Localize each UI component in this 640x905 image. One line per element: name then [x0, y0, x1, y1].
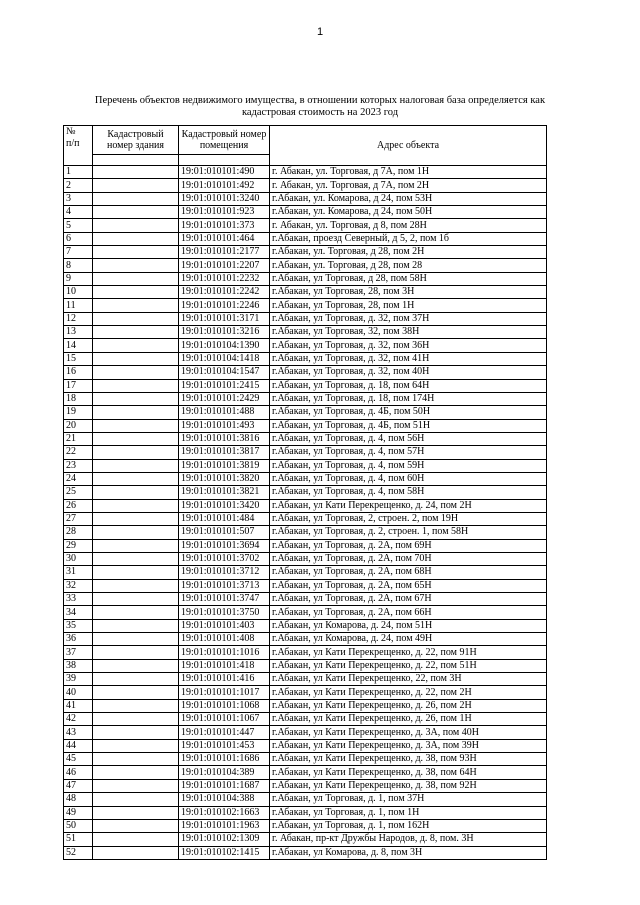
table-row	[64, 579, 547, 592]
building-cadastral-number	[93, 726, 179, 739]
object-address: г.Абакан, проезд Северный, д 5, 2, пом 1б	[270, 232, 547, 245]
row-number: 24	[64, 472, 93, 485]
premises-cadastral-number: 19:01:010101:3240	[179, 192, 270, 205]
table-row	[64, 219, 547, 232]
building-cadastral-number	[93, 379, 179, 392]
object-address: г.Абакан, ул Кати Перекрещенко, д. 22, пом 51Н	[270, 659, 547, 672]
document-title	[60, 95, 580, 119]
row-number: 8	[64, 259, 93, 272]
premises-cadastral-number: 19:01:010101:3750	[179, 606, 270, 619]
building-cadastral-number	[93, 246, 179, 259]
object-address: г.Абакан, ул Торговая, д. 2, строен. 1, пом 58Н	[270, 526, 547, 539]
table-row	[64, 272, 547, 285]
row-number: 6	[64, 232, 93, 245]
table-row	[64, 713, 547, 726]
premises-cadastral-number: 19:01:010101:418	[179, 659, 270, 672]
object-address: г.Абакан, ул Торговая, д. 1, пом 162Н	[270, 819, 547, 832]
premises-cadastral-number: 19:01:010101:3816	[179, 432, 270, 445]
object-address: г.Абакан, ул Торговая, д. 4Б, пом 50Н	[270, 406, 547, 419]
row-number: 23	[64, 459, 93, 472]
premises-cadastral-number: 19:01:010101:403	[179, 619, 270, 632]
premises-cadastral-number: 19:01:010101:1687	[179, 779, 270, 792]
table-row	[64, 192, 547, 205]
row-number: 39	[64, 673, 93, 686]
table-row	[64, 753, 547, 766]
object-address: г.Абакан, ул Торговая, д. 18, пом 64Н	[270, 379, 547, 392]
premises-cadastral-number: 19:01:010101:2232	[179, 272, 270, 285]
table-row	[64, 606, 547, 619]
row-number: 2	[64, 179, 93, 192]
premises-cadastral-number: 19:01:010101:1067	[179, 713, 270, 726]
premises-cadastral-number: 19:01:010101:373	[179, 219, 270, 232]
row-number: 51	[64, 833, 93, 846]
premises-cadastral-number: 19:01:010101:3702	[179, 552, 270, 565]
building-cadastral-number	[93, 312, 179, 325]
table-row	[64, 673, 547, 686]
premises-cadastral-number: 19:01:010101:2246	[179, 299, 270, 312]
table-row	[64, 419, 547, 432]
object-address: г.Абакан, ул Кати Перекрещенко, д. 22, пом 2Н	[270, 686, 547, 699]
premises-cadastral-number: 19:01:010101:3216	[179, 326, 270, 339]
building-cadastral-number	[93, 419, 179, 432]
row-number: 35	[64, 619, 93, 632]
premises-cadastral-number: 19:01:010102:1415	[179, 846, 270, 859]
building-cadastral-number	[93, 406, 179, 419]
row-number: 28	[64, 526, 93, 539]
object-address: г.Абакан, ул Торговая, д. 1, пом 1Н	[270, 806, 547, 819]
row-number: 22	[64, 446, 93, 459]
row-number: 25	[64, 486, 93, 499]
building-cadastral-number	[93, 593, 179, 606]
table-row	[64, 459, 547, 472]
table-row	[64, 312, 547, 325]
table-header	[64, 126, 547, 166]
header-spacer	[179, 155, 270, 166]
building-cadastral-number	[93, 699, 179, 712]
premises-cadastral-number: 19:01:010101:507	[179, 526, 270, 539]
row-number: 9	[64, 272, 93, 285]
object-address: г.Абакан, ул Торговая, д. 1, пом 37Н	[270, 793, 547, 806]
table-row	[64, 819, 547, 832]
object-address: г. Абакан, ул. Торговая, д 7А, пом 2Н	[270, 179, 547, 192]
table-row	[64, 686, 547, 699]
table-row	[64, 179, 547, 192]
object-address: г.Абакан, ул Кати Перекрещенко, д. 24, пом 2Н	[270, 499, 547, 512]
object-address: г.Абакан, ул Торговая, д. 4, пом 58Н	[270, 486, 547, 499]
row-number: 18	[64, 392, 93, 405]
building-cadastral-number	[93, 793, 179, 806]
object-address: г.Абакан, ул Торговая, д. 32, пом 36Н	[270, 339, 547, 352]
premises-cadastral-number: 19:01:010101:2177	[179, 246, 270, 259]
row-number: 16	[64, 366, 93, 379]
premises-cadastral-number: 19:01:010101:493	[179, 419, 270, 432]
premises-cadastral-number: 19:01:010102:1663	[179, 806, 270, 819]
row-number: 33	[64, 593, 93, 606]
premises-cadastral-number: 19:01:010101:3713	[179, 579, 270, 592]
object-address: г.Абакан, ул Торговая, д. 4, пом 59Н	[270, 459, 547, 472]
premises-cadastral-number: 19:01:010101:3820	[179, 472, 270, 485]
building-cadastral-number	[93, 486, 179, 499]
object-address: г.Абакан, ул Торговая, д. 2А, пом 70Н	[270, 552, 547, 565]
row-number: 43	[64, 726, 93, 739]
table-row	[64, 499, 547, 512]
building-cadastral-number	[93, 432, 179, 445]
document-title-line-2: кадастровая стоимость на 2023 год	[241, 107, 399, 118]
object-address: г.Абакан, ул Кати Перекрещенко, д. 22, пом 91Н	[270, 646, 547, 659]
building-cadastral-number	[93, 646, 179, 659]
premises-cadastral-number: 19:01:010104:388	[179, 793, 270, 806]
table-row	[64, 659, 547, 672]
building-cadastral-number	[93, 166, 179, 179]
premises-cadastral-number: 19:01:010101:2429	[179, 392, 270, 405]
header-spacer	[93, 155, 179, 166]
object-address: г.Абакан, ул Кати Перекрещенко, д. 38, пом 92Н	[270, 779, 547, 792]
table-row	[64, 432, 547, 445]
row-number: 48	[64, 793, 93, 806]
row-number: 38	[64, 659, 93, 672]
object-address: г.Абакан, ул Торговая, 28, пом 3Н	[270, 286, 547, 299]
table-row	[64, 472, 547, 485]
table-row	[64, 646, 547, 659]
row-number: 13	[64, 326, 93, 339]
object-address: г. Абакан, пр-кт Дружбы Народов, д. 8, пом. 3Н	[270, 833, 547, 846]
premises-cadastral-number: 19:01:010101:1016	[179, 646, 270, 659]
row-number: 14	[64, 339, 93, 352]
building-cadastral-number	[93, 526, 179, 539]
premises-cadastral-number: 19:01:010101:2207	[179, 259, 270, 272]
object-address: г.Абакан, ул Торговая, 32, пом 38Н	[270, 326, 547, 339]
table-row	[64, 552, 547, 565]
object-address: г. Абакан, ул. Торговая, д 7А, пом 1Н	[270, 166, 547, 179]
row-number: 40	[64, 686, 93, 699]
object-address: г.Абакан, ул Кати Перекрещенко, д. 3А, пом 39Н	[270, 739, 547, 752]
table-row	[64, 406, 547, 419]
object-address: г.Абакан, ул Торговая, д. 2А, пом 69Н	[270, 539, 547, 552]
building-cadastral-number	[93, 739, 179, 752]
premises-cadastral-number: 19:01:010101:453	[179, 739, 270, 752]
page-number: 1	[316, 26, 324, 38]
table-row	[64, 486, 547, 499]
table-row	[64, 619, 547, 632]
premises-cadastral-number: 19:01:010101:3747	[179, 593, 270, 606]
premises-cadastral-number: 19:01:010101:923	[179, 206, 270, 219]
object-address: г.Абакан, ул Торговая, д. 18, пом 174Н	[270, 392, 547, 405]
row-number: 19	[64, 406, 93, 419]
row-number: 1	[64, 166, 93, 179]
building-cadastral-number	[93, 606, 179, 619]
building-cadastral-number	[93, 659, 179, 672]
object-address: г.Абакан, ул Торговая, 2, строен. 2, пом 19Н	[270, 512, 547, 525]
building-cadastral-number	[93, 633, 179, 646]
row-number: 37	[64, 646, 93, 659]
object-address: г.Абакан, ул Торговая, д. 32, пом 37Н	[270, 312, 547, 325]
row-number: 32	[64, 579, 93, 592]
table-row	[64, 166, 547, 179]
object-address: г.Абакан, ул Торговая, д. 32, пом 41Н	[270, 352, 547, 365]
premises-cadastral-number: 19:01:010102:1309	[179, 833, 270, 846]
building-cadastral-number	[93, 366, 179, 379]
table-row	[64, 446, 547, 459]
premises-cadastral-number: 19:01:010101:3819	[179, 459, 270, 472]
table-row	[64, 206, 547, 219]
row-number: 45	[64, 753, 93, 766]
header-number-symbol: №	[66, 126, 76, 137]
row-number: 21	[64, 432, 93, 445]
premises-cadastral-number: 19:01:010101:484	[179, 512, 270, 525]
row-number: 42	[64, 713, 93, 726]
row-number: 41	[64, 699, 93, 712]
object-address: г.Абакан, ул Комарова, д. 24, пом 49Н	[270, 633, 547, 646]
premises-cadastral-number: 19:01:010101:1068	[179, 699, 270, 712]
building-cadastral-number	[93, 753, 179, 766]
object-address: г.Абакан, ул Торговая, д. 4Б, пом 51Н	[270, 419, 547, 432]
row-number: 34	[64, 606, 93, 619]
object-address: г.Абакан, ул Торговая, 28, пом 1Н	[270, 299, 547, 312]
building-cadastral-number	[93, 673, 179, 686]
object-address: г.Абакан, ул. Комарова, д 24, пом 50Н	[270, 206, 547, 219]
object-address: г. Абакан, ул. Торговая, д 8, пом 28Н	[270, 219, 547, 232]
object-address: г.Абакан, ул Комарова, д. 24, пом 51Н	[270, 619, 547, 632]
row-number: 20	[64, 419, 93, 432]
row-number: 15	[64, 352, 93, 365]
object-address: г.Абакан, ул Торговая, д. 4, пом 57Н	[270, 446, 547, 459]
building-cadastral-number	[93, 472, 179, 485]
premises-cadastral-number: 19:01:010101:3817	[179, 446, 270, 459]
table-row	[64, 766, 547, 779]
building-cadastral-number	[93, 686, 179, 699]
object-address: г.Абакан, ул Кати Перекрещенко, 22, пом 3Н	[270, 673, 547, 686]
building-cadastral-number	[93, 192, 179, 205]
table-row	[64, 539, 547, 552]
table-row	[64, 593, 547, 606]
premises-cadastral-number: 19:01:010101:488	[179, 406, 270, 419]
building-cadastral-number	[93, 259, 179, 272]
building-cadastral-number	[93, 446, 179, 459]
header-address: Адрес объекта	[270, 126, 547, 166]
table-row	[64, 326, 547, 339]
premises-cadastral-number: 19:01:010101:3420	[179, 499, 270, 512]
table-row	[64, 392, 547, 405]
building-cadastral-number	[93, 499, 179, 512]
building-cadastral-number	[93, 459, 179, 472]
object-address: г.Абакан, ул Кати Перекрещенко, д. 26, пом 1Н	[270, 713, 547, 726]
row-number: 47	[64, 779, 93, 792]
object-address: г.Абакан, ул Торговая, д. 2А, пом 67Н	[270, 593, 547, 606]
table-row	[64, 286, 547, 299]
property-table	[63, 125, 547, 860]
table-row	[64, 259, 547, 272]
premises-cadastral-number: 19:01:010101:3171	[179, 312, 270, 325]
object-address: г.Абакан, ул Кати Перекрещенко, д. 26, пом 2Н	[270, 699, 547, 712]
table-row	[64, 366, 547, 379]
building-cadastral-number	[93, 579, 179, 592]
table-row	[64, 299, 547, 312]
table-row	[64, 739, 547, 752]
table-row	[64, 846, 547, 859]
premises-cadastral-number: 19:01:010101:490	[179, 166, 270, 179]
row-number: 27	[64, 512, 93, 525]
row-number: 26	[64, 499, 93, 512]
row-number: 46	[64, 766, 93, 779]
premises-cadastral-number: 19:01:010101:2242	[179, 286, 270, 299]
row-number: 52	[64, 846, 93, 859]
premises-cadastral-number: 19:01:010101:3712	[179, 566, 270, 579]
building-cadastral-number	[93, 779, 179, 792]
building-cadastral-number	[93, 392, 179, 405]
document-title-line-1: Перечень объектов недвижимого имущества, в отношении которых налоговая база определяется как	[94, 95, 546, 106]
row-number: 4	[64, 206, 93, 219]
table-row	[64, 779, 547, 792]
building-cadastral-number	[93, 232, 179, 245]
premises-cadastral-number: 19:01:010101:408	[179, 633, 270, 646]
building-cadastral-number	[93, 766, 179, 779]
building-cadastral-number	[93, 512, 179, 525]
premises-cadastral-number: 19:01:010101:416	[179, 673, 270, 686]
object-address: г.Абакан, ул Торговая, д. 2А, пом 68Н	[270, 566, 547, 579]
building-cadastral-number	[93, 846, 179, 859]
building-cadastral-number	[93, 299, 179, 312]
table-row	[64, 806, 547, 819]
table-row	[64, 512, 547, 525]
table-body	[64, 166, 547, 860]
object-address: г.Абакан, ул Комарова, д. 8, пом 3Н	[270, 846, 547, 859]
building-cadastral-number	[93, 179, 179, 192]
object-address: г.Абакан, ул. Комарова, д 24, пом 53Н	[270, 192, 547, 205]
row-number: 44	[64, 739, 93, 752]
header-building-cadastral: Кадастровый номер здания	[93, 126, 179, 155]
table-row	[64, 339, 547, 352]
building-cadastral-number	[93, 713, 179, 726]
premises-cadastral-number: 19:01:010104:1547	[179, 366, 270, 379]
premises-cadastral-number: 19:01:010101:464	[179, 232, 270, 245]
building-cadastral-number	[93, 339, 179, 352]
row-number: 10	[64, 286, 93, 299]
header-number	[64, 126, 93, 166]
table-row	[64, 526, 547, 539]
object-address: г.Абакан, ул Кати Перекрещенко, д. 38, пом 64Н	[270, 766, 547, 779]
premises-cadastral-number: 19:01:010101:2415	[179, 379, 270, 392]
row-number: 5	[64, 219, 93, 232]
object-address: г.Абакан, ул. Торговая, д 28, пом 28	[270, 259, 547, 272]
building-cadastral-number	[93, 326, 179, 339]
object-address: г.Абакан, ул Торговая, д 28, пом 58Н	[270, 272, 547, 285]
premises-cadastral-number: 19:01:010101:447	[179, 726, 270, 739]
row-number: 31	[64, 566, 93, 579]
header-premises-cadastral: Кадастровый номер помещения	[179, 126, 270, 155]
premises-cadastral-number: 19:01:010104:1390	[179, 339, 270, 352]
header-number-abbrev: п/п	[66, 138, 80, 149]
table-row	[64, 566, 547, 579]
building-cadastral-number	[93, 819, 179, 832]
object-address: г.Абакан, ул Торговая, д. 4, пом 60Н	[270, 472, 547, 485]
row-number: 49	[64, 806, 93, 819]
object-address: г.Абакан, ул Торговая, д. 4, пом 56Н	[270, 432, 547, 445]
building-cadastral-number	[93, 566, 179, 579]
building-cadastral-number	[93, 206, 179, 219]
premises-cadastral-number: 19:01:010101:1963	[179, 819, 270, 832]
object-address: г.Абакан, ул Торговая, д. 2А, пом 66Н	[270, 606, 547, 619]
premises-cadastral-number: 19:01:010104:1418	[179, 352, 270, 365]
row-number: 50	[64, 819, 93, 832]
building-cadastral-number	[93, 272, 179, 285]
object-address: г.Абакан, ул Торговая, д. 32, пом 40Н	[270, 366, 547, 379]
table-row	[64, 833, 547, 846]
premises-cadastral-number: 19:01:010101:492	[179, 179, 270, 192]
row-number: 29	[64, 539, 93, 552]
premises-cadastral-number: 19:01:010101:1686	[179, 753, 270, 766]
row-number: 3	[64, 192, 93, 205]
row-number: 17	[64, 379, 93, 392]
building-cadastral-number	[93, 552, 179, 565]
table-row	[64, 379, 547, 392]
table-row	[64, 352, 547, 365]
building-cadastral-number	[93, 806, 179, 819]
row-number: 11	[64, 299, 93, 312]
building-cadastral-number	[93, 219, 179, 232]
table-row	[64, 246, 547, 259]
table-row	[64, 232, 547, 245]
row-number: 36	[64, 633, 93, 646]
table-row	[64, 699, 547, 712]
building-cadastral-number	[93, 619, 179, 632]
row-number: 12	[64, 312, 93, 325]
building-cadastral-number	[93, 352, 179, 365]
premises-cadastral-number: 19:01:010101:3821	[179, 486, 270, 499]
row-number: 30	[64, 552, 93, 565]
building-cadastral-number	[93, 286, 179, 299]
table-row	[64, 633, 547, 646]
row-number: 7	[64, 246, 93, 259]
table-row	[64, 793, 547, 806]
building-cadastral-number	[93, 833, 179, 846]
object-address: г.Абакан, ул Торговая, д. 2А, пом 65Н	[270, 579, 547, 592]
table-row	[64, 726, 547, 739]
building-cadastral-number	[93, 539, 179, 552]
object-address: г.Абакан, ул. Торговая, д 28, пом 2Н	[270, 246, 547, 259]
object-address: г.Абакан, ул Кати Перекрещенко, д. 38, пом 93Н	[270, 753, 547, 766]
premises-cadastral-number: 19:01:010101:1017	[179, 686, 270, 699]
premises-cadastral-number: 19:01:010101:3694	[179, 539, 270, 552]
object-address: г.Абакан, ул Кати Перекрещенко, д. 3А, пом 40Н	[270, 726, 547, 739]
premises-cadastral-number: 19:01:010104:389	[179, 766, 270, 779]
